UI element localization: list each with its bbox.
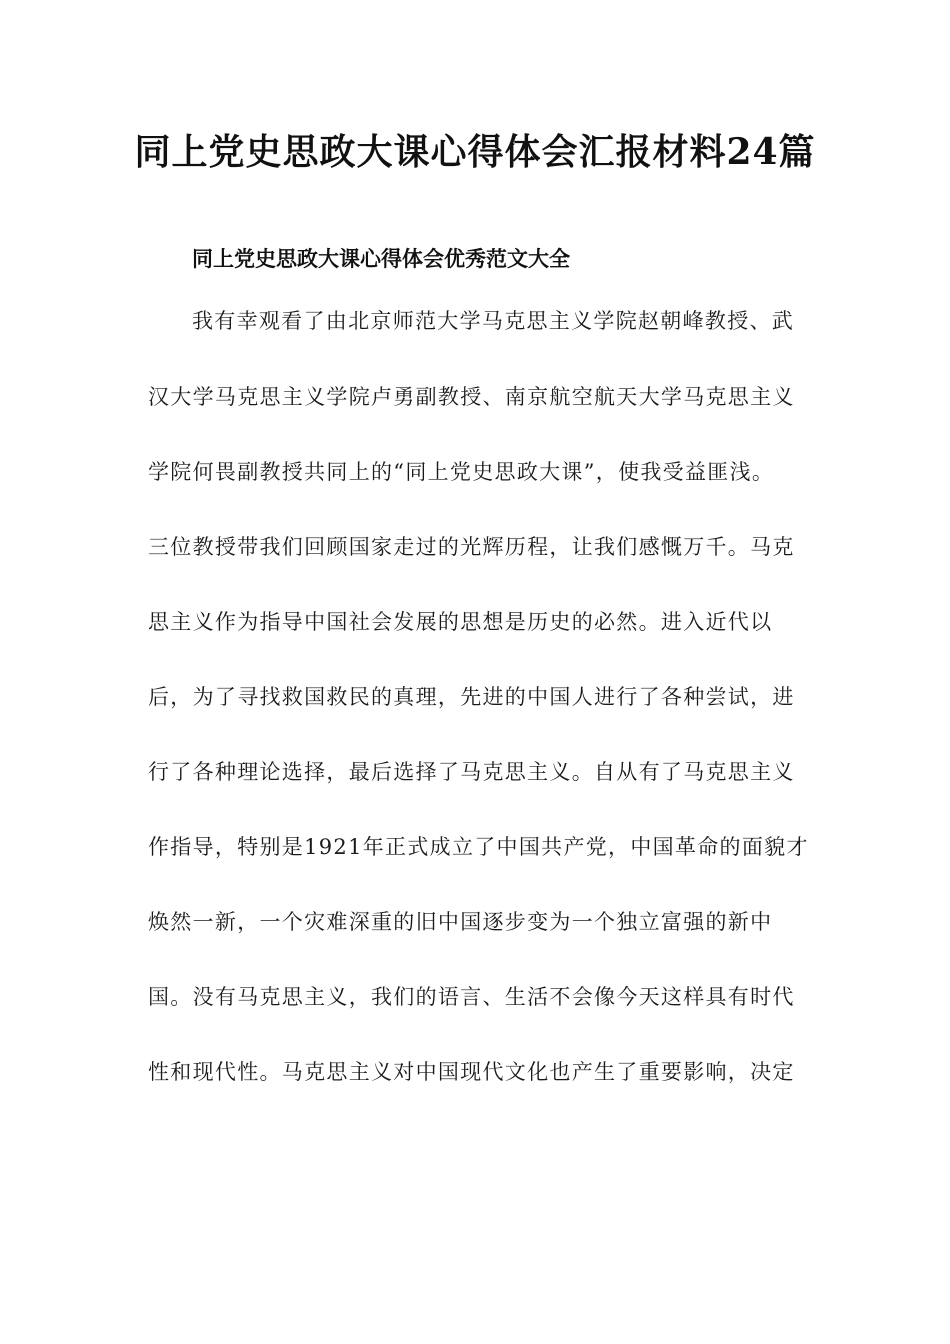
body-line: 焕然一新，一个灾难深重的旧中国逐步变为一个独立富强的新中 [148, 910, 773, 934]
body-line: 汉大学马克思主义学院卢勇副教授、南京航空航天大学马克思主义 [148, 385, 795, 409]
body-line: 后，为了寻找救国救民的真理，先进的中国人进行了各种尝试，进 [148, 685, 795, 709]
body-line: 性和现代性。马克思主义对中国现代文化也产生了重要影响，决定 [148, 1060, 795, 1084]
body-line: 我有幸观看了由北京师范大学马克思主义学院赵朝峰教授、武 [192, 309, 795, 333]
document-title: 同上党史思政大课心得体会汇报材料24篇 [134, 131, 816, 173]
section-heading: 同上党史思政大课心得体会优秀范文大全 [192, 246, 570, 271]
body-line: 国。没有马克思主义，我们的语言、生活不会像今天这样具有时代 [148, 985, 795, 1009]
body-line: 思主义作为指导中国社会发展的思想是历史的必然。进入近代以 [148, 610, 773, 634]
body-line: 作指导，特别是1921年正式成立了中国共产党，中国革命的面貌才 [148, 835, 809, 859]
body-line: 学院何畏副教授共同上的“同上党史思政大课”，使我受益匪浅。 [148, 460, 775, 484]
body-line: 三位教授带我们回顾国家走过的光辉历程，让我们感慨万千。马克 [148, 535, 795, 559]
body-line: 行了各种理论选择，最后选择了马克思主义。自从有了马克思主义 [148, 760, 795, 784]
